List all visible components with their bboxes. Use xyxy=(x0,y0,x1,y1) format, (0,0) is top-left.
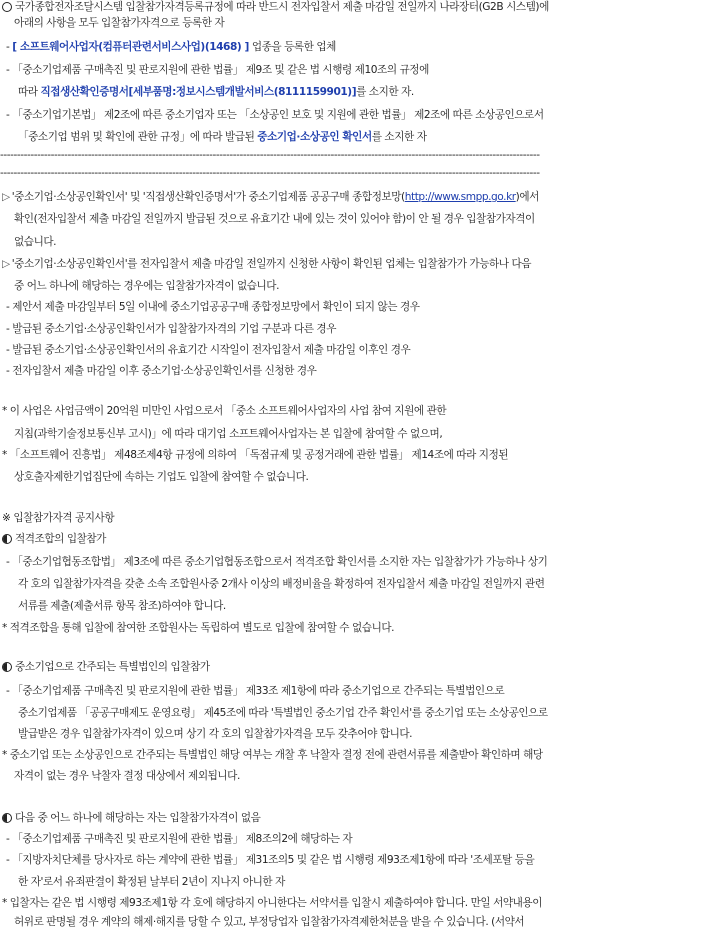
notice-line: - 「중소기업기본법」 제2조에 따른 중소기업자 또는 「소상공인 보호 및 지원에 관한 법률」 제2조에 따른 소상공인으로서 xyxy=(6,109,544,121)
required-sme-certificate: 중소기업·소상공인 확인서 xyxy=(257,131,372,143)
dashed-separator: ---------------------------------------------------------------------------------------------------------------------------------------------------------------- xyxy=(0,167,540,179)
notice-line: 국가종합전자조달시스템 입찰참가자격등록규정에 따라 반드시 전자입찰서 제출 마감일 전일까지 나라장터(G2B 시스템)에 xyxy=(2,0,718,16)
notice-line: 자격이 없는 경우 낙찰자 결정 대상에서 제외됩니다. xyxy=(14,770,240,782)
notice-line: * 적격조합을 통해 입찰에 참여한 조합원사는 독립하여 별도로 입찰에 참여할 수 없습니다. xyxy=(2,622,395,634)
circle-bullet-icon xyxy=(2,2,12,12)
notice-line: 발급받은 경우 입찰참가자격이 있으며 상기 각 호의 입찰참가자격을 모두 갖추어야 합니다. xyxy=(18,728,413,740)
notice-line: * 「소프트웨어 진흥법」 제48조제4항 규정에 의하여 「독점규제 및 공정거래에 관한 법률」 제14조에 따라 지정된 xyxy=(2,449,509,461)
triangle-bullet-icon: ▷ xyxy=(2,191,10,203)
notice-line: 각 호의 입찰참가자격을 갖춘 소속 조합원사중 2개사 이상의 배정비율을 확정하여 전자입찰서 제출 마감일 전일까지 관련 xyxy=(18,578,545,590)
half-circle-bullet-icon xyxy=(2,534,12,544)
notice-line: - 「지방자치단체를 당사자로 하는 계약에 관한 법률」 제31조의5 및 같은 법 시행령 제93조제1항에 따라 '조세포탈 등을 xyxy=(6,854,535,866)
smpp-link[interactable]: http://www.smpp.go.kr xyxy=(404,191,516,203)
notice-line: - 「중소기업제품 구매촉진 및 판로지원에 관한 법률」 제33조 제1항에 따라 중소기업으로 간주되는 특별법인으로 xyxy=(6,685,505,697)
notice-line: 확인(전자입찰서 제출 마감일 전일까지 발급된 것으로 유효기간 내에 있는 것이 있어야 함)이 안 될 경우 입찰참가자격이 xyxy=(14,213,535,225)
notice-line: 중 어느 하나에 해당하는 경우에는 입찰참가자격이 없습니다. xyxy=(14,280,280,292)
notice-line: - 발급된 중소기업·소상공인확인서의 유효기간 시작일이 전자입찰서 제출 마감일 이후인 경우 xyxy=(6,344,411,356)
triangle-bullet-icon: ▷ xyxy=(2,258,10,270)
required-category: [ 소프트웨어사업자(컴퓨터관련서비스사업)(1468) ] xyxy=(12,41,249,53)
section-title: ※ 입찰참가자격 공지사항 xyxy=(2,512,115,524)
notice-line: - 제안서 제출 마감일부터 5일 이내에 중소기업공공구매 종합정보망에서 확인이 되지 않는 경우 xyxy=(6,301,420,313)
notice-line: - 「중소기업제품 구매촉진 및 판로지원에 관한 법률」 제9조 및 같은 법 시행령 제10조의 규정에 xyxy=(6,64,429,76)
notice-line: 상호출자제한기업집단에 속하는 기업도 입찰에 참여할 수 없습니다. xyxy=(14,471,309,483)
notice-line: * 이 사업은 사업금액이 20억원 미만인 사업으로서 「중소 소프트웨어사업자의 사업 참여 지원에 관한 xyxy=(2,405,447,417)
notice-line: * 입찰자는 같은 법 시행령 제93조제1항 각 호에 해당하지 아니한다는 서약서를 입찰시 제출하여야 합니다. 만일 서약내용이 xyxy=(2,897,543,909)
half-circle-bullet-icon xyxy=(2,813,12,823)
dashed-separator: ---------------------------------------------------------------------------------------------------------------------------------------------------------------- xyxy=(0,149,540,161)
section-heading: 중소기업으로 간주되는 특별법인의 입찰참가 xyxy=(2,660,718,676)
notice-line: ▷ '중소기업·소상공인확인서'를 전자입찰서 제출 마감일 전일까지 신청한 사항이 확인된 업체는 입찰참가가 가능하나 다음 xyxy=(2,258,532,270)
notice-line: 지침(과학기술정보통신부 고시)」에 따라 대기업 소프트웨어사업자는 본 입찰에 참여할 수 없으며, xyxy=(14,428,443,440)
notice-line: 한 자'로서 유죄판결이 확정된 날부터 2년이 지나지 아니한 자 xyxy=(18,876,285,888)
notice-line: ▷ '중소기업·소상공인확인서' 및 '직접생산확인증명서'가 중소기업제품 공공구매 종합정보망(http://www.smpp.go.kr)에서 xyxy=(2,191,539,203)
notice-line: - 「중소기업협동조합법」 제3조에 따른 중소기업협동조합으로서 적격조합 확인서를 소지한 자는 입찰참가가 가능하나 상기 xyxy=(6,556,548,568)
notice-line: - 「중소기업제품 구매촉진 및 판로지원에 관한 법률」 제8조의2에 해당하는 자 xyxy=(6,833,353,845)
notice-line: 없습니다. xyxy=(14,236,57,248)
notice-line: * 중소기업 또는 소상공인으로 간주되는 특별법인 해당 여부는 개찰 후 낙찰자 결정 전에 관련서류를 제출받아 확인하며 해당 xyxy=(2,749,543,761)
section-heading: 다음 중 어느 하나에 해당하는 자는 입찰참가자격이 없음 xyxy=(2,811,718,827)
half-circle-bullet-icon xyxy=(2,662,12,672)
notice-line: 허위로 판명될 경우 계약의 해제·해지를 당할 수 있고, 부정당업자 입찰참가자격제한처분을 받을 수 있습니다. (서약서 xyxy=(14,916,525,928)
notice-line: - [ 소프트웨어사업자(컴퓨터관련서비스사업)(1468) ] 업종을 등록한 업체 xyxy=(6,41,336,53)
notice-line: - 발급된 중소기업·소상공인확인서가 입찰참가자격의 기업 구분과 다른 경우 xyxy=(6,323,337,335)
notice-line: - 전자입찰서 제출 마감일 이후 중소기업·소상공인확인서를 신청한 경우 xyxy=(6,365,317,377)
notice-line: 따라 직접생산확인증명서[세부품명:정보시스템개발서비스(8111159901)]를 소지한 자. xyxy=(18,86,414,98)
notice-line: 아래의 사항을 모두 입찰참가자격으로 등록한 자 xyxy=(14,17,225,29)
notice-line: 「중소기업 범위 및 확인에 관한 규정」에 따라 발급된 중소기업·소상공인 확인서를 소지한 자 xyxy=(18,131,427,143)
notice-line: 중소기업제품 「공공구매제도 운영요령」 제45조에 따라 '특별법인 중소기업 간주 확인서'를 중소기업 또는 소상공인으로 xyxy=(18,707,548,719)
required-certificate: 직접생산확인증명서[세부품명:정보시스템개발서비스(8111159901)] xyxy=(40,86,357,98)
section-heading: 적격조합의 입찰참가 xyxy=(2,532,718,548)
notice-line: 서류를 제출(제출서류 항목 참조)하여야 합니다. xyxy=(18,600,226,612)
